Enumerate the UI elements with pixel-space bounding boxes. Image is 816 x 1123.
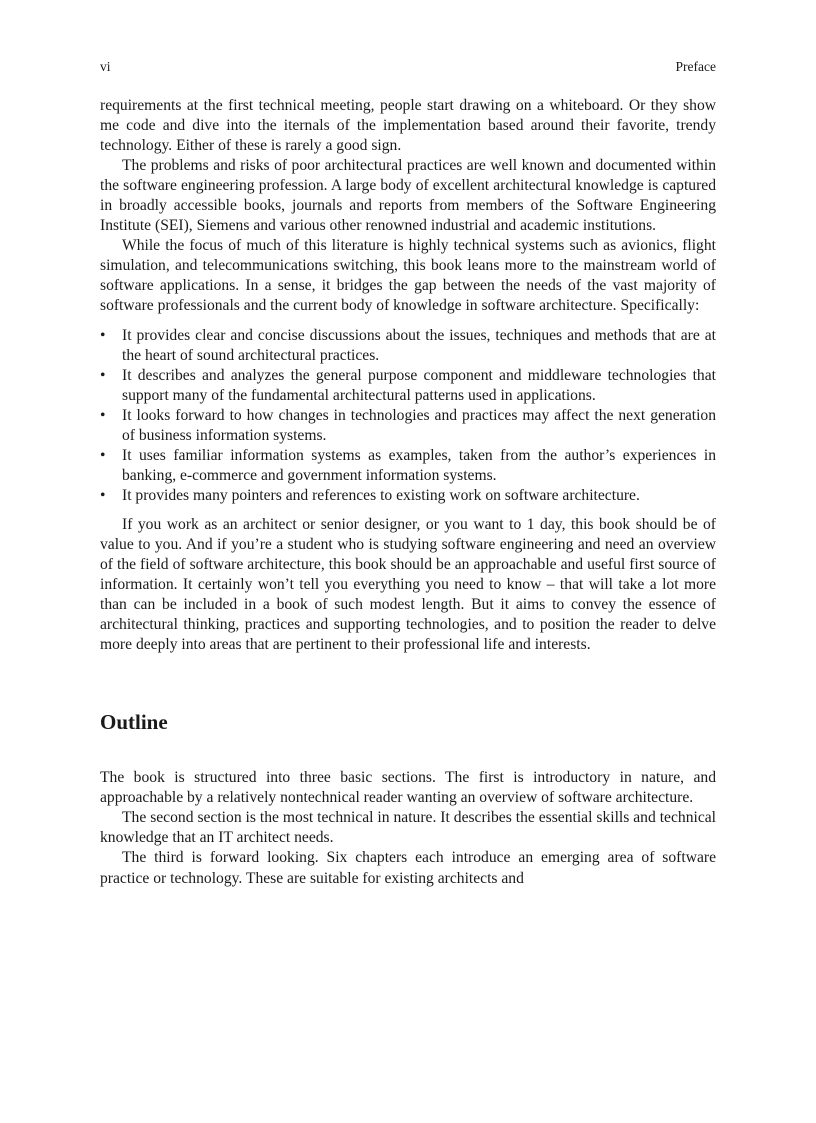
bullet-text: It provides clear and concise discussions about the issues, techniques and methods that are at the heart of sound architectural practices. xyxy=(122,326,716,364)
paragraph: requirements at the first technical meeting, people start drawing on a whiteboard. Or they show me code and dive into the iternals of the implementation based around their favorite, trendy technology. Either of these is rarely a good sign. xyxy=(100,97,716,155)
bullet-item xyxy=(100,326,716,366)
page xyxy=(100,58,716,889)
running-head xyxy=(100,58,716,76)
bullet-text: It uses familiar information systems as examples, taken from the author’s experiences in banking, e-commerce and government information systems. xyxy=(122,446,716,484)
paragraph: The third is forward looking. Six chapters each introduce an emerging area of software practice or technology. These are suitable for existing architects and xyxy=(100,849,716,887)
bullet-icon: • xyxy=(100,406,106,424)
bullet-item xyxy=(100,486,716,506)
paragraph: If you work as an architect or senior designer, or you want to 1 day, this book should be of value to you. And if you’re a student who is studying software engineering and need an overview of the field of software architecture, this book should be an approachable and useful first source of information. It certainly won’t tell you everything you need to know – that will take a lot more than can be included in a book of such modest length. But it aims to convey the essence of architectural thinking, practices and supporting technologies, and to position the reader to delve more deeply into areas that are pertinent to their professional life and interests. xyxy=(100,515,716,654)
bullet-icon: • xyxy=(100,326,106,344)
bullet-icon: • xyxy=(100,366,106,384)
paragraph: The book is structured into three basic sections. The first is introductory in nature, and approachable by a relatively nontechnical reader wanting an overview of software architecture. xyxy=(100,769,716,807)
bullet-icon: • xyxy=(100,486,106,504)
paragraph: The second section is the most technical in nature. It describes the essential skills and technical knowledge that an IT architect needs. xyxy=(100,809,716,847)
bullet-item xyxy=(100,406,716,446)
running-head-chapter: Preface xyxy=(675,59,716,74)
body-text xyxy=(100,96,716,889)
paragraph: While the focus of much of this literature is highly technical systems such as avionics, flight simulation, and telecommunications switching, this book leans more to the mainstream world of software applications. In a sense, it bridges the gap between the needs of the vast majority of software professionals and the current body of knowledge in software architecture. Specifically: xyxy=(100,237,716,315)
bullet-list xyxy=(100,326,716,506)
section-heading-outline: Outline xyxy=(100,710,168,735)
paragraph: The problems and risks of poor architectural practices are well known and documented within the software engineering profession. A large body of excellent architectural knowledge is captured in broadly accessible books, journals and reports from members of the Software Engineering Institute (SEI), Siemens and various other renowned industrial and academic institutions. xyxy=(100,157,716,235)
page-number: vi xyxy=(100,59,111,74)
bullet-text: It provides many pointers and references to existing work on software architecture. xyxy=(122,486,640,504)
bullet-text: It looks forward to how changes in technologies and practices may affect the next generation of business information systems. xyxy=(122,406,716,444)
bullet-item xyxy=(100,446,716,486)
bullet-icon: • xyxy=(100,446,106,464)
bullet-item xyxy=(100,366,716,406)
bullet-text: It describes and analyzes the general purpose component and middleware technologies that support many of the fundamental architectural patterns used in applications. xyxy=(122,366,716,404)
